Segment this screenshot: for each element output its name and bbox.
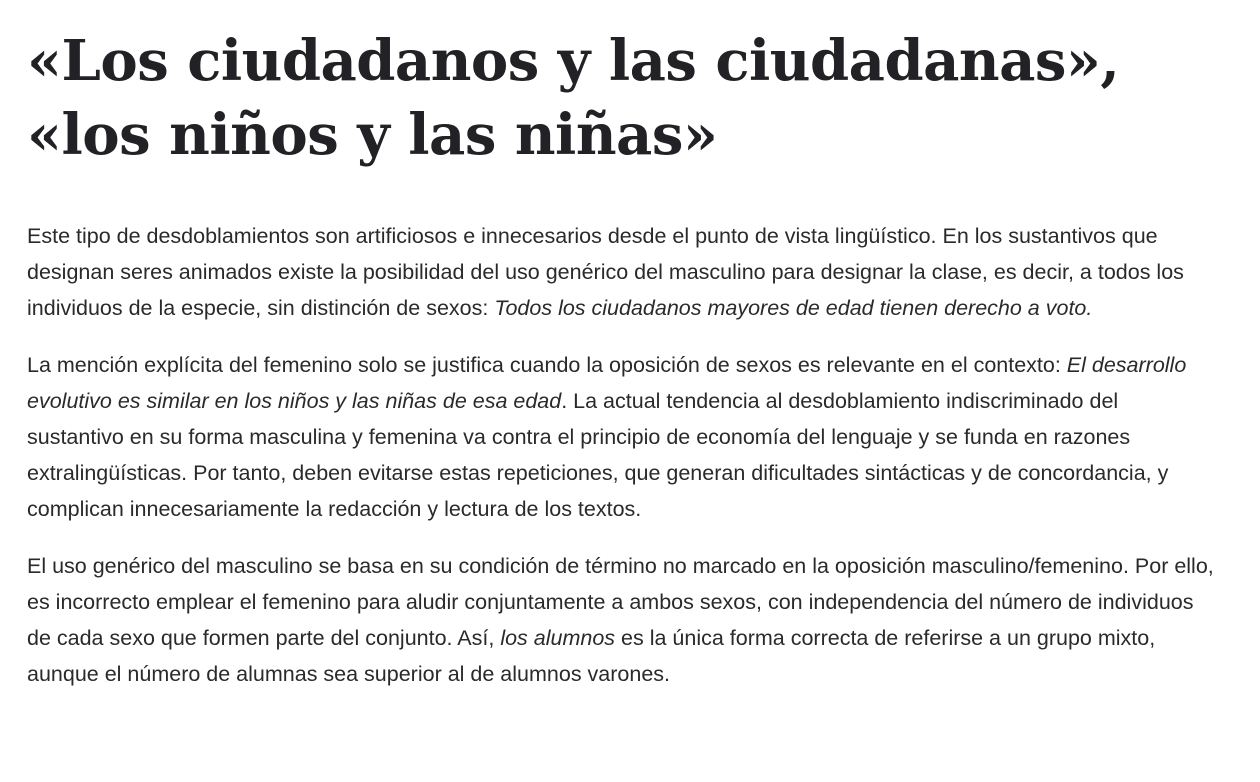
paragraph-2 <box>27 347 1217 527</box>
paragraph-3-text-before: El uso genérico del masculino se basa en su condición de término no marcado en la oposición masculino/femenino. Por ello, es incorrecto emplear el femenino para aludir conjuntamente a ambos sexos, con independencia del número de individuos de cada sexo que formen parte del conjunto. Así, <box>27 554 1214 650</box>
paragraph-2-example: El desarrollo evolutivo es similar en los niños y las niñas de esa edad <box>27 353 1187 413</box>
paragraph-3-example: los alumnos <box>500 626 616 650</box>
paragraph-1-example: Todos los ciudadanos mayores de edad tienen derecho a voto. <box>494 296 1093 320</box>
article <box>27 0 1217 713</box>
paragraph-2-text-before: La mención explícita del femenino solo se justifica cuando la oposición de sexos es relevante en el contexto: <box>27 353 1067 377</box>
article-title <box>27 0 1217 172</box>
paragraph-1 <box>27 218 1217 326</box>
paragraph-3 <box>27 548 1217 692</box>
paragraph-2-text-after: . La actual tendencia al desdoblamiento indiscriminado del sustantivo en su forma masculina y femenina va contra el principio de economía del lenguaje y se funda en razones extralingüísticas. Por tanto, deben evitarse estas repeticiones, que generan dificultades sintácticas y de concordancia, y complican innecesariamente la redacción y lectura de los textos. <box>27 389 1169 521</box>
title-line-1: «Los ciudadanos y las ciudadanas», <box>27 28 1120 94</box>
paragraph-1-text: Este tipo de desdoblamientos son artificiosos e innecesarios desde el punto de vista lingüístico. En los sustantivos que designan seres animados existe la posibilidad del uso genérico del masculino para designar la clase, es decir, a todos los individuos de la especie, sin distinción de sexos: <box>27 224 1184 320</box>
article-body <box>27 218 1217 692</box>
title-line-2: «los niños y las niñas» <box>27 102 718 168</box>
paragraph-3-text-after: es la única forma correcta de referirse a un grupo mixto, aunque el número de alumnas sea superior al de alumnos varones. <box>27 626 1156 686</box>
